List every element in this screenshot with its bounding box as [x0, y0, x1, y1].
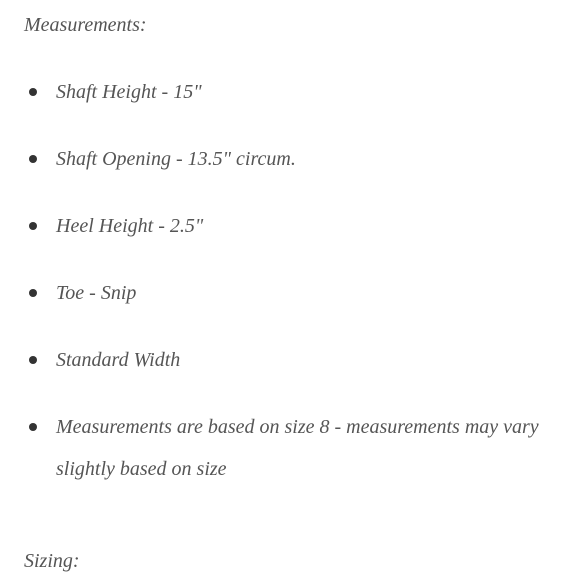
bullet-icon	[29, 423, 37, 431]
bullet-icon	[29, 289, 37, 297]
list-item-text: Shaft Opening - 13.5" circum.	[56, 148, 296, 170]
sizing-heading: Sizing:	[24, 550, 80, 572]
bullet-icon	[29, 356, 37, 364]
bullet-icon	[29, 155, 37, 163]
list-item-text: Measurements are based on size 8 - measurements may vary slightly based on size	[56, 416, 539, 480]
list-item-text: Heel Height - 2.5"	[56, 215, 204, 237]
measurements-heading: Measurements:	[24, 14, 147, 36]
bullet-icon	[29, 222, 37, 230]
list-item-text: Standard Width	[56, 349, 181, 371]
list-item-text: Toe - Snip	[56, 282, 137, 304]
list-item-text: Shaft Height - 15"	[56, 81, 202, 103]
bullet-icon	[29, 88, 37, 96]
